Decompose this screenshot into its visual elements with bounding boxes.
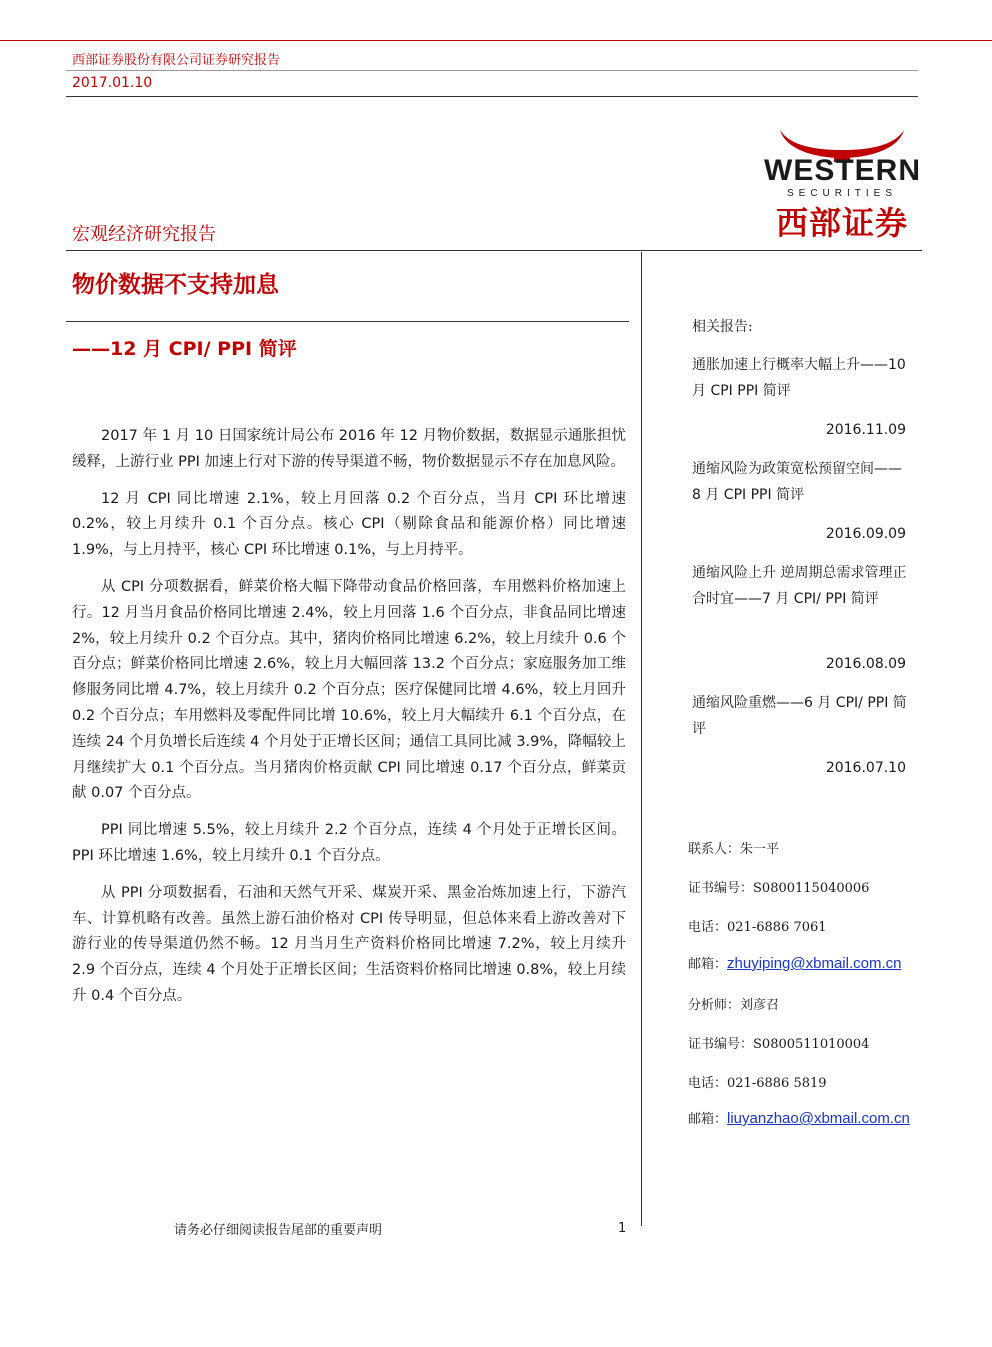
contact-phone xyxy=(688,916,827,935)
page-title: 物价数据不支持加息 xyxy=(72,272,279,298)
related-report-title[interactable]: 通缩风险重燃——6 月 CPI/ PPI 简评 xyxy=(692,695,907,737)
cert-number: S0800511010004 xyxy=(753,1037,870,1052)
contact-cert xyxy=(688,877,869,896)
western-securities-logo xyxy=(764,128,921,242)
body-paragraph: 12 月 CPI 同比增速 2.1%，较上月回落 0.2 个百分点，当月 CPI 环比增速 0.2%，较上月续升 0.1 个百分点。核心 CPI（剔除食品和能源价格）同比增速 1.9%，与上月持平，核心 CPI 环比增速 0.1%，与上月持平。 xyxy=(72,490,626,559)
email-link[interactable]: liuyanzhao@xbmail.com.cn xyxy=(727,1110,910,1127)
phone-number: 021-6886 5819 xyxy=(727,1076,827,1091)
analyst-phone xyxy=(688,1072,827,1091)
header-rule-bottom xyxy=(66,96,918,97)
header-company: 西部证券股份有限公司证券研究报告 xyxy=(72,53,281,68)
header-date: 2017.01.10 xyxy=(72,75,153,91)
body-paragraph: PPI 同比增速 5.5%，较上月续升 2.2 个百分点，连续 4 个月处于正增长区间。PPI 环比增速 1.6%，较上月续升 0.1 个百分点。 xyxy=(72,822,626,864)
related-report-title[interactable]: 通缩风险上升 逆周期总需求管理正合时宜——7 月 CPI/ PPI 简评 xyxy=(692,565,907,607)
report-type: 宏观经济研究报告 xyxy=(72,224,216,245)
contact-email xyxy=(688,953,901,972)
header-rule xyxy=(66,70,918,71)
analyst-name: 刘彦召 xyxy=(740,998,780,1013)
title-rule xyxy=(66,250,922,251)
related-report-date: 2016.11.09 xyxy=(825,422,906,438)
contact-person xyxy=(688,838,779,857)
phone-number: 021-6886 7061 xyxy=(727,920,827,935)
column-divider xyxy=(641,252,642,1226)
analyst-cert xyxy=(688,1033,869,1052)
cert-number: S0800115040006 xyxy=(753,881,870,896)
phone-label: 电话： xyxy=(688,920,728,935)
analyst-email xyxy=(688,1108,910,1127)
phone-label: 电话： xyxy=(688,1076,728,1091)
analyst-person xyxy=(688,994,779,1013)
cert-label: 证书编号： xyxy=(688,881,754,896)
report-body xyxy=(72,424,626,1021)
analyst-label: 分析师： xyxy=(688,998,741,1013)
related-reports-heading: 相关报告: xyxy=(692,319,753,335)
related-report-date: 2016.07.10 xyxy=(825,760,906,776)
page-number: 1 xyxy=(618,1221,627,1236)
logo-securities-text: SECURITIES xyxy=(786,188,897,199)
logo-chinese-text: 西部证券 xyxy=(775,204,908,242)
body-paragraph: 从 CPI 分项数据看，鲜菜价格大幅下降带动食品价格回落，车用燃料价格加速上行。12 月当月食品价格同比增速 2.4%，较上月回落 1.6 个百分点，非食品同比增速 2%，较上月续升 0.2 个百分点。其中，猪肉价格同比增速 6.2%，较上月续升 0.6 个百分点；鲜菜价格同比增速 2.6%，较上月大幅回落 13.2 个百分点；家庭服务加工维修服务同比增 4.7%，较上月续升 0.2 个百分点；医疗保健同比增 4.6%，较上月回升 0.2 个百分点；车用燃料及零配件同比增 10.6%，较上月大幅续升 6.1 个百分点，在连续 24 个月负增长后连续 4 个月处于正增长区间；通信工具同比减 3.9%，降幅较上月继续扩大 0.1 个百分点。当月猪肉价格贡献 CPI 同比增速 0.17 个百分点，鲜菜贡献 0.07 个百分点。 xyxy=(72,578,626,802)
related-report-date: 2016.08.09 xyxy=(825,656,906,672)
cert-label: 证书编号： xyxy=(688,1037,754,1052)
email-label: 邮箱： xyxy=(688,957,728,972)
related-report-date: 2016.09.09 xyxy=(825,526,906,542)
related-report-title[interactable]: 通缩风险为政策宽松预留空间——8 月 CPI PPI 简评 xyxy=(692,461,902,503)
email-label: 邮箱： xyxy=(688,1112,728,1127)
related-report-title[interactable]: 通胀加速上行概率大幅上升——10 月 CPI PPI 简评 xyxy=(692,357,906,399)
page-subtitle: ——12 月 CPI/ PPI 简评 xyxy=(72,338,297,360)
disclaimer-note: 请务必仔细阅读报告尾部的重要声明 xyxy=(174,1223,383,1238)
body-paragraph: 2017 年 1 月 10 日国家统计局公布 2016 年 12 月物价数据，数据显示通胀担忧缓释，上游行业 PPI 加速上行对下游的传导渠道不畅，物价数据显示不存在加息风险。 xyxy=(72,428,626,470)
contact-name: 朱一平 xyxy=(740,842,780,857)
body-paragraph: 从 PPI 分项数据看，石油和天然气开采、煤炭开采、黑金冶炼加速上行，下游汽车、计算机略有改善。虽然上游石油价格对 CPI 传导明显，但总体来看上游改善对下游行业的传导渠道仍然不畅。12 月当月生产资料价格同比增速 7.2%，较上月续升 2.9 个百分点，连续 4 个月处于正增长区间；生活资料价格同比增速 0.8%，较上月续升 0.4 个百分点。 xyxy=(72,884,626,1004)
logo-english-text: WESTERN xyxy=(764,154,921,187)
email-link[interactable]: zhuyiping@xbmail.com.cn xyxy=(727,955,902,972)
top-rule xyxy=(0,40,992,41)
subtitle-rule xyxy=(66,321,629,322)
contact-label: 联系人： xyxy=(688,842,741,857)
